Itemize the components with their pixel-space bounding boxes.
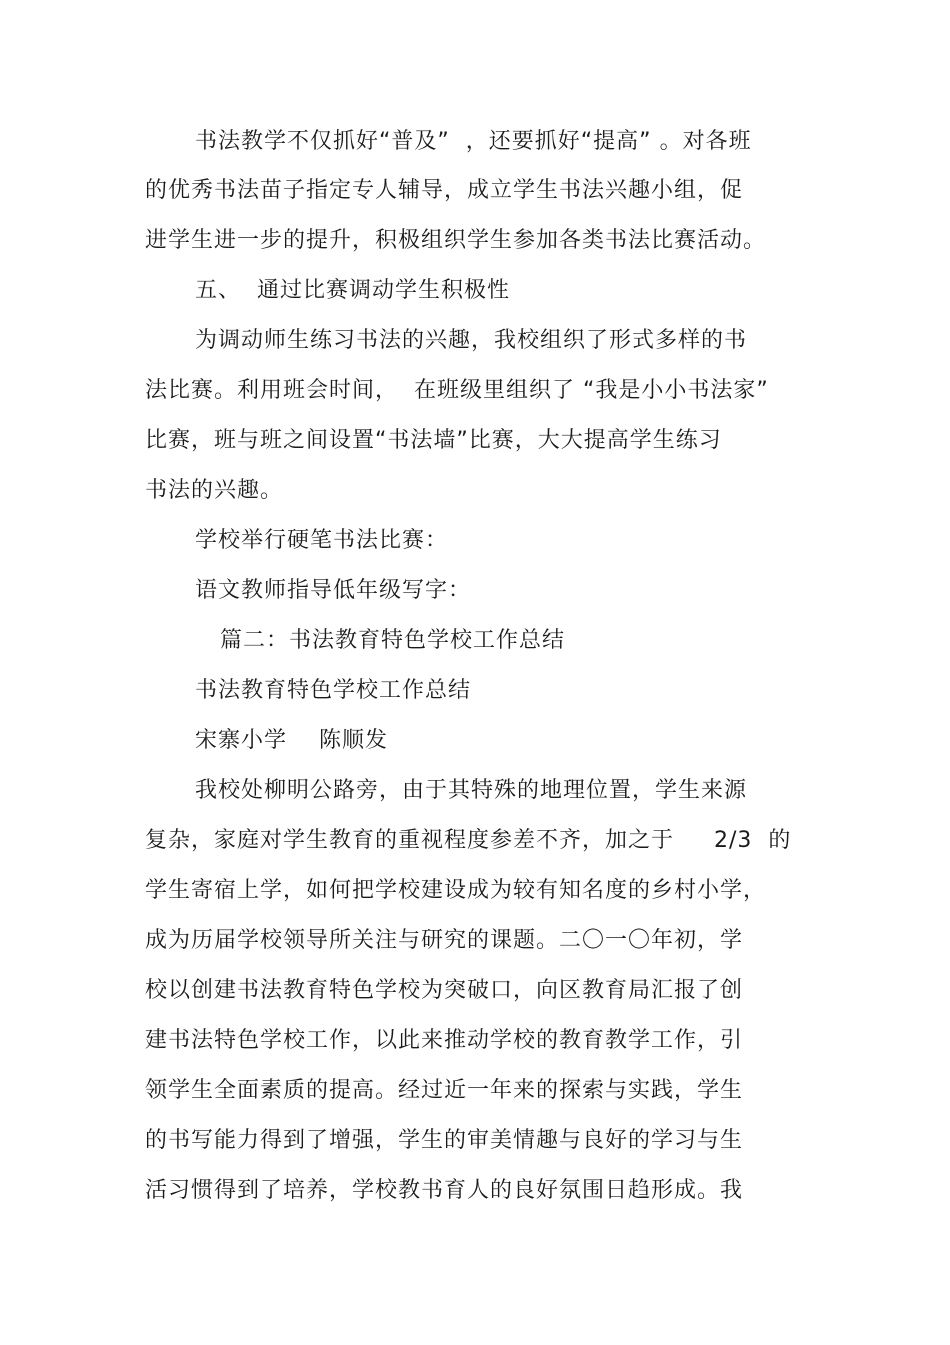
paragraph-line: 成为历届学校领导所关注与研究的课题。二〇一〇年初，学 — [145, 928, 744, 953]
paragraph-line: 书法的兴趣。 — [145, 478, 284, 503]
author-line: 宋寨小学 陈顺发 — [195, 728, 388, 753]
paragraph-line: 活习惯得到了培养，学校教书育人的良好氛围日趋形成。我 — [145, 1178, 744, 1203]
paragraph-line: 法比赛。利用班会时间， 在班级里组织了 “我是小小书法家” — [145, 378, 769, 403]
paragraph-line: 学校举行硬笔书法比赛： — [195, 528, 449, 553]
paragraph-line: 建书法特色学校工作，以此来推动学校的教育教学工作，引 — [145, 1028, 744, 1053]
paragraph-line: 我校处柳明公路旁，由于其特殊的地理位置，学生来源 — [195, 778, 748, 803]
article-title: 书法教育特色学校工作总结 — [195, 678, 472, 703]
paragraph-line: 的书写能力得到了增强，学生的审美情趣与良好的学习与生 — [145, 1128, 744, 1153]
paragraph-line: 语文教师指导低年级写字： — [195, 578, 472, 603]
paragraph-line: 比赛，班与班之间设置“书法墙”比赛，大大提高学生练习 — [145, 428, 722, 453]
article-heading: 篇二：书法教育特色学校工作总结 — [220, 628, 566, 653]
paragraph-line: 进学生进一步的提升，积极组织学生参加各类书法比赛活动。 — [145, 228, 767, 253]
paragraph-line: 学生寄宿上学，如何把学校建设成为较有知名度的乡村小学， — [145, 878, 767, 903]
section-heading: 五、 通过比赛调动学生积极性 — [195, 278, 510, 303]
paragraph-line: 校以创建书法教育特色学校为突破口，向区教育局汇报了创 — [145, 978, 744, 1003]
paragraph-line: 的优秀书法苗子指定专人辅导，成立学生书法兴趣小组，促 — [145, 178, 744, 203]
paragraph-line: 书法教学不仅抓好“普及” ，还要抓好“提高” 。对各班 — [195, 129, 752, 154]
paragraph-line: 为调动师生练习书法的兴趣，我校组织了形式多样的书 — [195, 328, 748, 353]
paragraph-line: 复杂，家庭对学生教育的重视程度参差不齐，加之于 2/3 的 — [145, 828, 792, 853]
paragraph-line: 领学生全面素质的提高。经过近一年来的探索与实践，学生 — [145, 1078, 744, 1103]
